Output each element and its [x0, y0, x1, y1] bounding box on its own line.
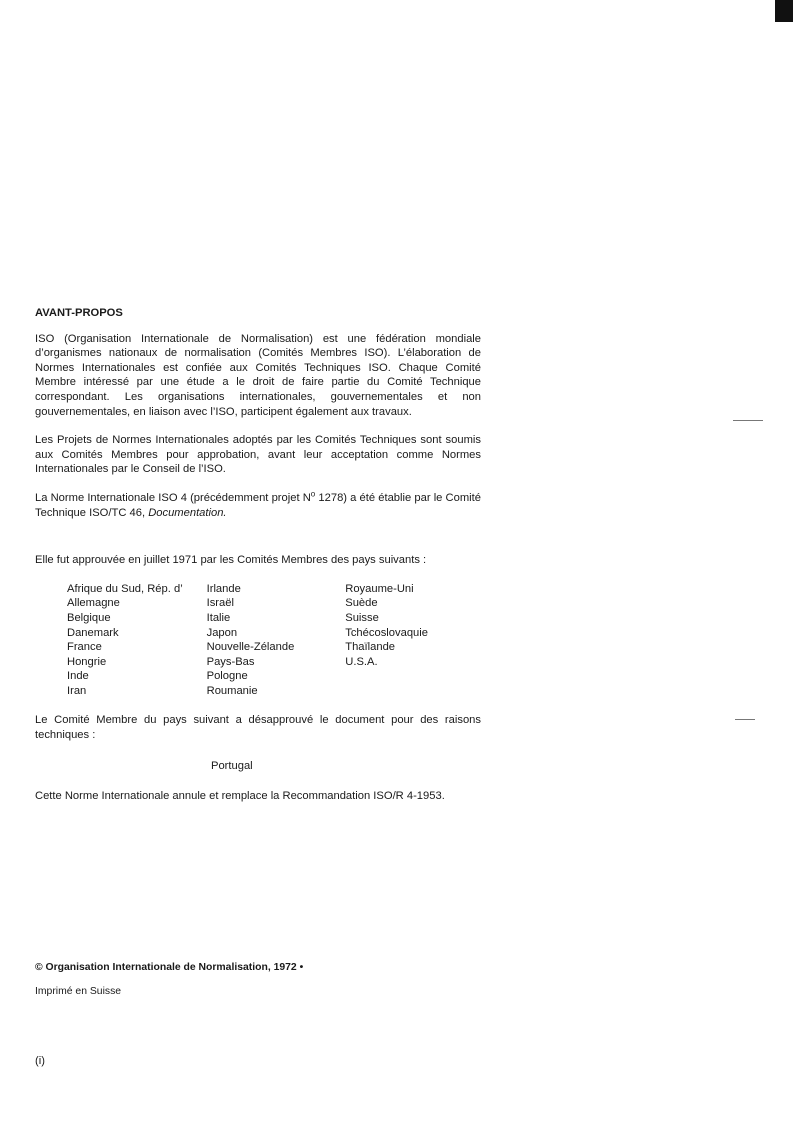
approving-countries-list	[67, 582, 481, 699]
disapproving-country: Portugal	[211, 759, 253, 772]
country-item: Roumanie	[206, 684, 258, 697]
country-item: Suède	[345, 597, 378, 610]
country-item: Japon	[206, 626, 238, 639]
foreword-section	[35, 306, 481, 804]
committee-title: Documentation.	[148, 506, 227, 519]
country-item: Suisse	[345, 611, 379, 624]
copyright-notice: © Organisation Internationale de Normalisation, 1972 •	[35, 962, 304, 973]
country-item: Belgique	[67, 611, 111, 624]
country-item: U.S.A.	[345, 655, 378, 668]
country-item: Pays-Bas	[206, 655, 255, 668]
country-column-1	[67, 582, 207, 699]
country-column-3	[345, 582, 481, 699]
paragraph-origin-mid: 1278) a été établie par le Comité Technique ISO/TC 46,	[35, 491, 481, 519]
paragraph-origin-start: La Norme Internationale ISO 4 (précédemment projet N	[35, 491, 311, 504]
country-item: France	[67, 641, 102, 654]
scan-dash-mark	[735, 719, 755, 720]
country-item: Pologne	[206, 670, 248, 683]
country-item: Hongrie	[67, 655, 107, 668]
paragraph-draft-approval: Les Projets de Normes Internationales adoptés par les Comités Techniques sont soumis aux Comités Membres pour approbation, avant leur acceptation comme Normes Internationales par le Conseil de l’ISO.	[35, 434, 481, 476]
country-column-2	[207, 582, 346, 699]
section-heading: AVANT-PROPOS	[35, 307, 123, 319]
country-item: Italie	[206, 611, 231, 624]
scan-corner-mark	[775, 0, 793, 22]
page-number: (i)	[35, 1055, 45, 1067]
country-item: Allemagne	[67, 597, 120, 610]
printed-in: Imprimé en Suisse	[35, 986, 122, 997]
scan-dash-mark	[733, 420, 763, 421]
paragraph-disapproval: Le Comité Membre du pays suivant a désapprouvé le document pour des raisons techniques :	[35, 714, 481, 742]
country-item: Irlande	[206, 582, 241, 595]
number-sign-superscript: o	[310, 489, 316, 499]
paragraph-standard-origin	[35, 491, 481, 520]
country-item: Danemark	[67, 626, 119, 639]
country-item: Afrique du Sud, Rép. d’	[67, 582, 183, 595]
country-item: Thaïlande	[345, 641, 396, 654]
paragraph-supersedes: Cette Norme Internationale annule et remplace la Recommandation ISO/R 4-1953.	[35, 790, 445, 803]
country-item: Royaume-Uni	[345, 582, 414, 595]
country-item: Nouvelle-Zélande	[206, 641, 295, 654]
paragraph-approval-date: Elle fut approuvée en juillet 1971 par les Comités Membres des pays suivants :	[35, 554, 427, 567]
paragraph-iso-intro: ISO (Organisation Internationale de Normalisation) est une fédération mondiale d’organismes nationaux de normalisation (Comités Membres ISO). L’élaboration de Normes Internationales est confiée aux Comités Techniques ISO. Chaque Comité Membre intéressé par une étude a le droit de faire partie du Comité Technique correspondant. Les organisations internationales, gouvernementales et non gouvernementales, en liaison avec l’ISO, participent également aux travaux.	[35, 332, 481, 418]
country-item: Inde	[67, 670, 89, 683]
country-item: Tchécoslovaquie	[345, 626, 428, 639]
country-item: Israël	[206, 597, 234, 610]
country-item: Iran	[67, 684, 87, 697]
